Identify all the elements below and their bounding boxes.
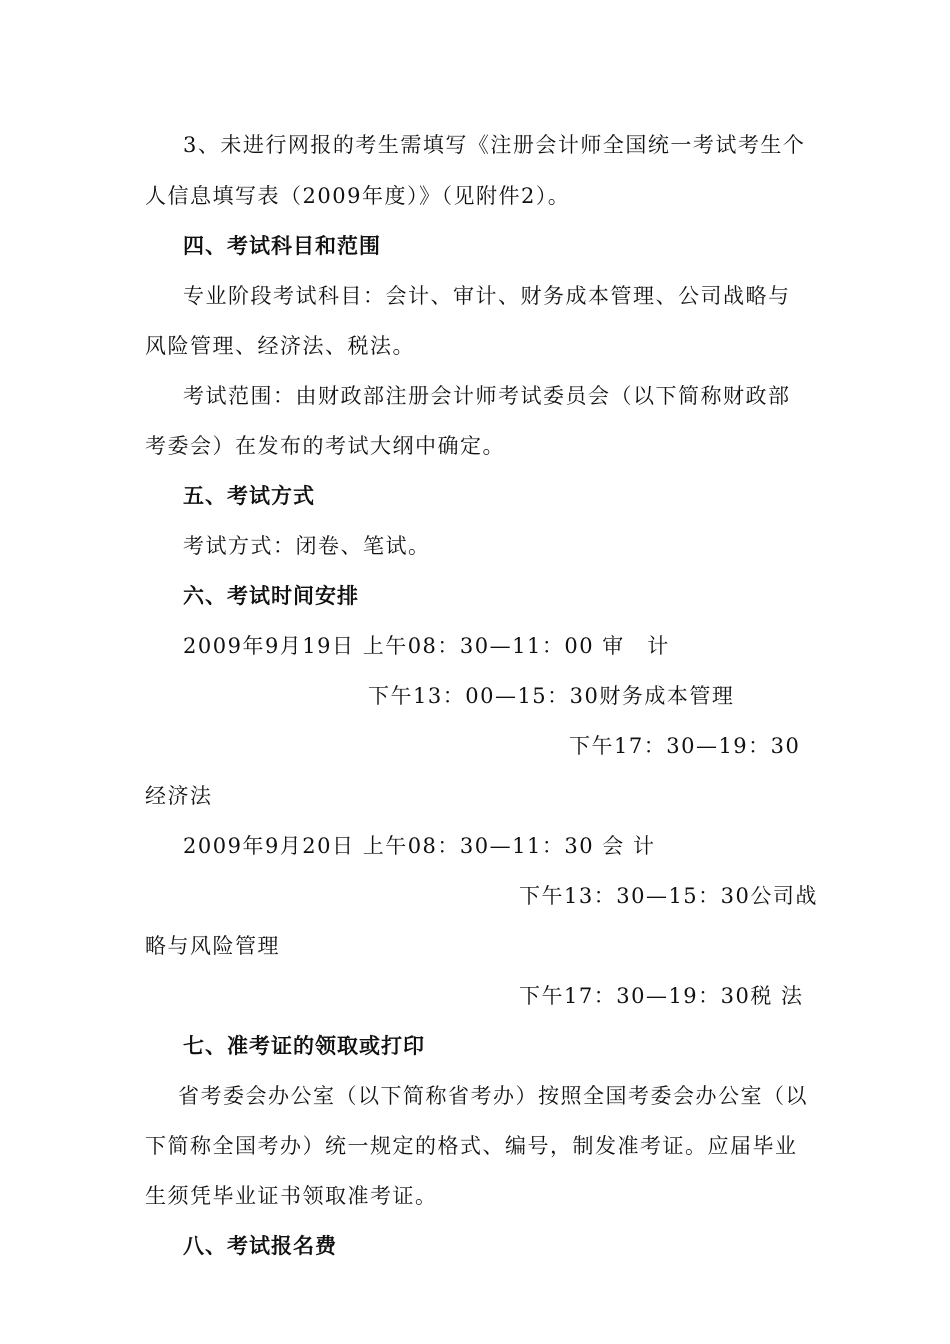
paragraph-line: 省考委会办公室（以下简称省考办）按照全国考委会办公室（以 xyxy=(178,1084,808,1108)
schedule-line: 下午13：30—15：30公司战 xyxy=(519,884,818,908)
schedule-line: 下午13：00—15：30财务成本管理 xyxy=(368,684,735,708)
section-heading-6: 六、考试时间安排 xyxy=(183,583,359,608)
paragraph-line: 考试方式：闭卷、笔试。 xyxy=(183,534,431,558)
schedule-line: 略与风险管理 xyxy=(145,934,280,958)
paragraph-line: 考试范围：由财政部注册会计师考试委员会（以下简称财政部 xyxy=(183,384,791,408)
paragraph-line: 人信息填写表（2009年度）》（见附件2）。 xyxy=(145,184,571,208)
schedule-line: 2009年9月20日 上午08：30—11：30 会 计 xyxy=(183,834,656,858)
section-heading-5: 五、考试方式 xyxy=(183,483,315,508)
section-heading-8: 八、考试报名费 xyxy=(183,1233,337,1258)
paragraph-line: 专业阶段考试科目：会计、审计、财务成本管理、公司战略与 xyxy=(183,284,791,308)
paragraph-line: 下简称全国考办）统一规定的格式、编号，制发准考证。应届毕业 xyxy=(145,1134,798,1158)
paragraph-line: 生须凭毕业证书领取准考证。 xyxy=(145,1184,438,1208)
paragraph-line: 3、未进行网报的考生需填写《注册会计师全国统一考试考生个 xyxy=(183,133,806,157)
schedule-line: 下午17：30—19：30税 法 xyxy=(519,984,804,1008)
schedule-line: 经济法 xyxy=(145,784,213,808)
section-heading-7: 七、准考证的领取或打印 xyxy=(183,1033,425,1058)
section-heading-4: 四、考试科目和范围 xyxy=(183,233,381,258)
paragraph-line: 考委会）在发布的考试大纲中确定。 xyxy=(145,434,505,458)
schedule-line: 下午17：30—19：30 xyxy=(569,734,801,758)
schedule-line: 2009年9月19日 上午08：30—11：00 审 计 xyxy=(183,634,670,658)
paragraph-line: 风险管理、经济法、税法。 xyxy=(145,334,415,358)
